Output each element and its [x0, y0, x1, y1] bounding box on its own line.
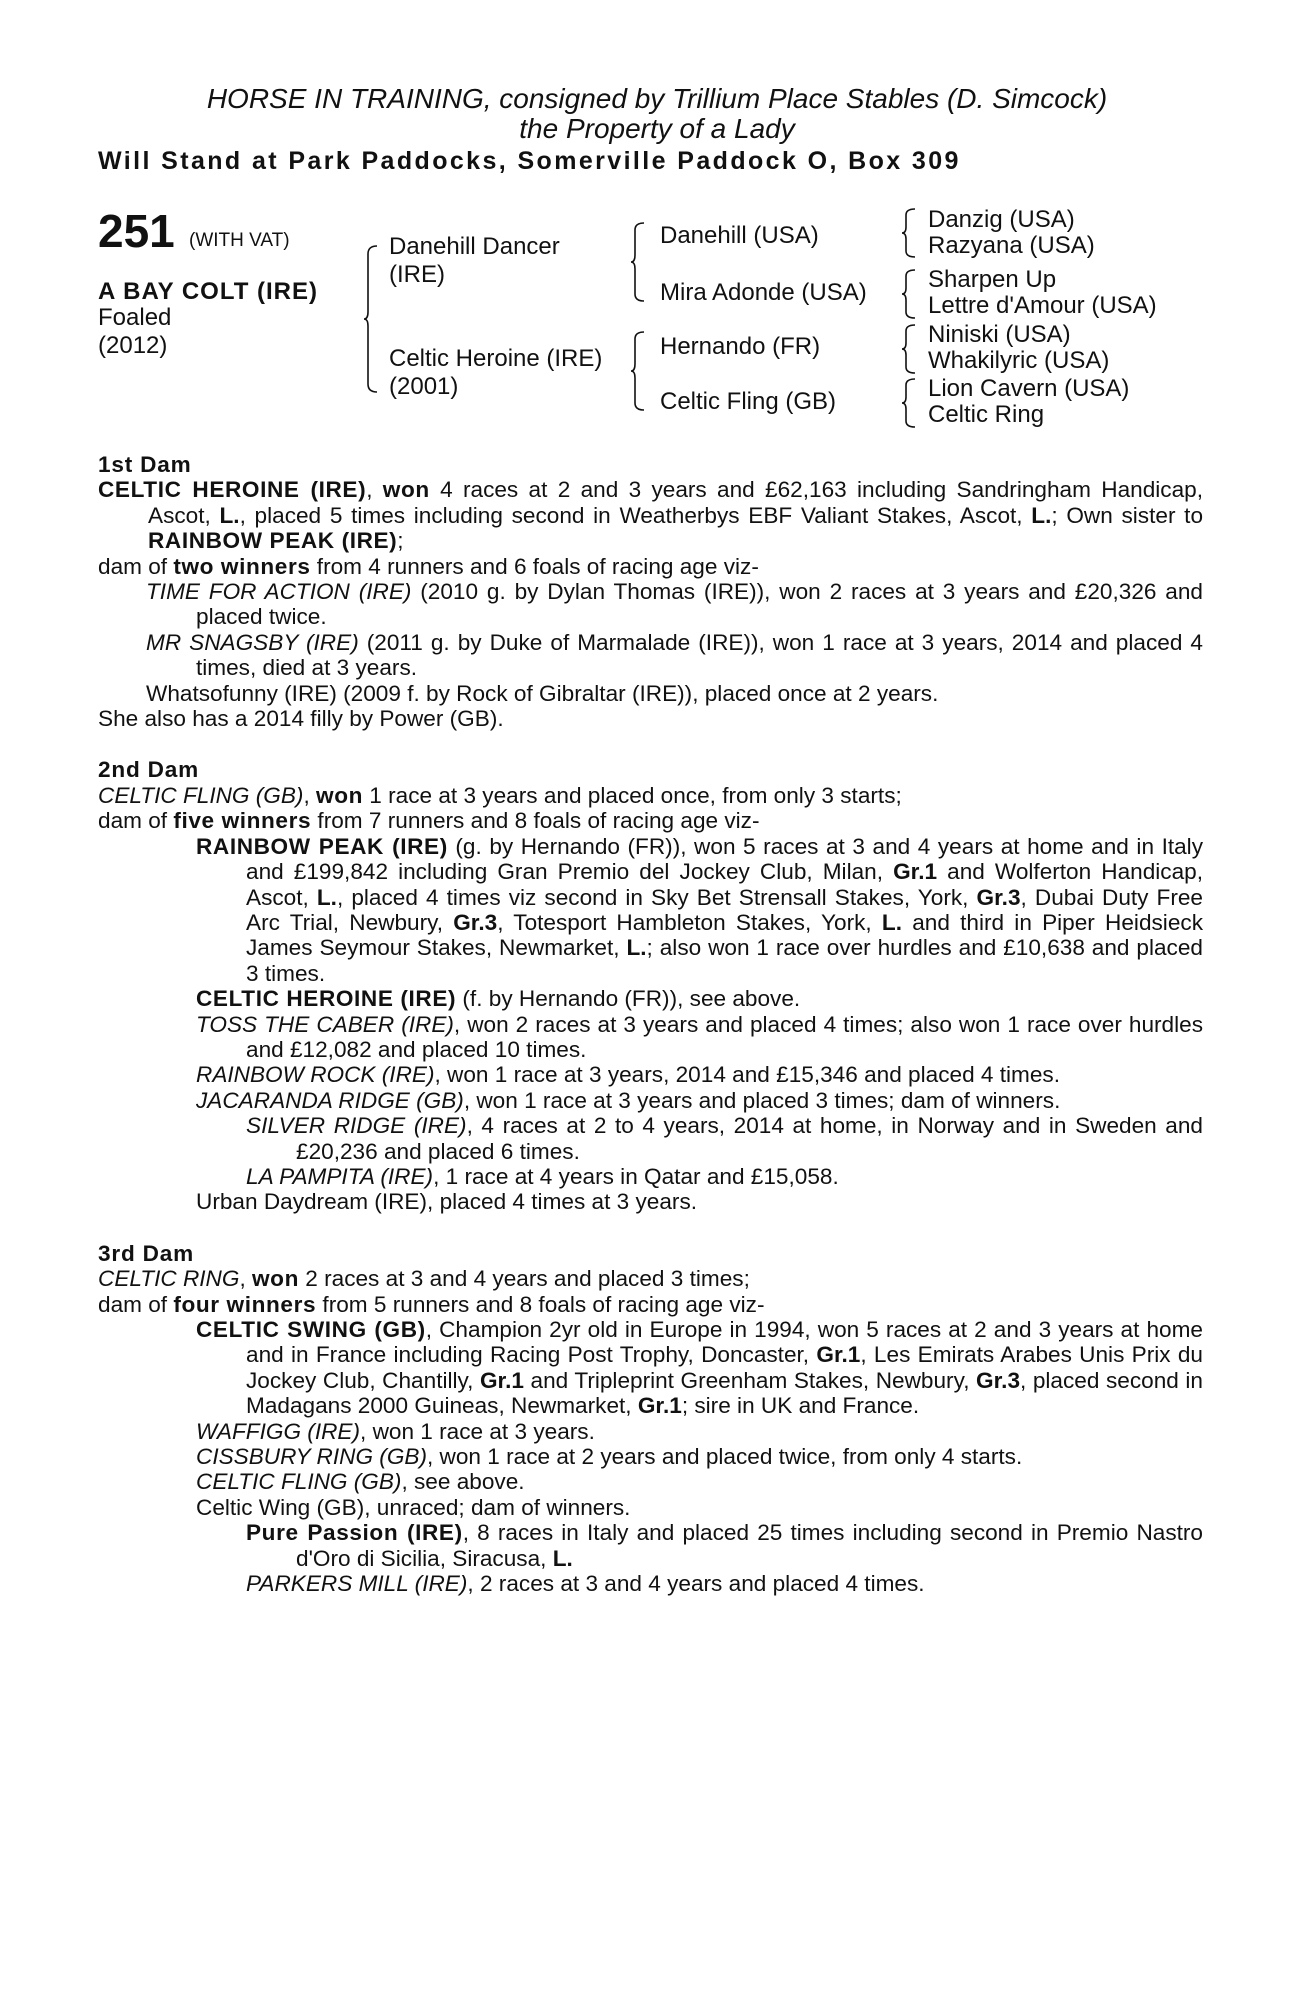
- foaled-year: (2012): [98, 332, 168, 359]
- sire-country: (IRE): [389, 261, 445, 288]
- horse-description: A BAY COLT (IRE): [98, 278, 319, 305]
- pedigree-bracket-g4: [901, 377, 917, 429]
- grand-2: Razyana (USA): [928, 232, 1095, 259]
- second-dam-offspring-1: RAINBOW PEAK (IRE) (g. by Hernando (FR)), won 5 races at 3 and 4 years at home and in Italy and £199,842 including Gran Premio del Jockey Club, Milan, Gr.1 and Wolferton Handicap, Ascot, L., placed 4 times viz second in Sky Bet Strensall Stakes, York, Gr.3, Dubai Duty Free Arc Trial, Newbury, Gr.3, Totesport Hambleton Stakes, York, L. and third in Piper Heidsieck James Seymour Stakes, Newmarket, L.; also won 1 race over hurdles and £10,638 and placed 3 times.: [196, 833, 1204, 986]
- stabling-line: Will Stand at Park Paddocks, Somerville Paddock O, Box 309: [98, 147, 961, 175]
- pedigree-bracket-main: [363, 244, 379, 394]
- second-dam-produce-line: dam of five winners from 7 runners and 8 foals of racing age viz-: [98, 808, 760, 834]
- third-dam-offspring-3: CISSBURY RING (GB), won 1 race at 2 years and placed twice, from only 4 starts.: [196, 1444, 1023, 1470]
- first-dam-offspring-1: TIME FOR ACTION (IRE) (2010 g. by Dylan Thomas (IRE)), won 2 races at 3 years and £20,326 and placed twice.: [146, 579, 1203, 630]
- lot-number: 251: [98, 205, 175, 257]
- second-dam-offspring-2: CELTIC HEROINE (IRE) (f. by Hernando (FR)), see above.: [196, 986, 801, 1012]
- dam-name: Celtic Heroine (IRE): [389, 345, 603, 372]
- second-dam-offspring-6: Urban Daydream (IRE), placed 4 times at 3 years.: [196, 1189, 698, 1215]
- second-dam-summary: CELTIC FLING (GB), won 1 race at 3 years and placed once, from only 3 starts;: [98, 782, 902, 808]
- third-dam-heading: 3rd Dam: [98, 1240, 195, 1266]
- pedigree-bracket-g2: [901, 268, 917, 320]
- pedigree-bracket-g1: [901, 207, 917, 259]
- dam-dam: Celtic Fling (GB): [660, 388, 837, 415]
- second-dam-offspring-3: TOSS THE CABER (IRE), won 2 races at 3 years and placed 4 times; also won 1 race over hurdles and £12,082 and placed 10 times.: [196, 1011, 1204, 1062]
- third-dam-offspring-2: WAFFIGG (IRE), won 1 race at 3 years.: [196, 1418, 595, 1444]
- third-dam-summary: CELTIC RING, won 2 races at 3 and 4 years and placed 3 times;: [98, 1266, 750, 1292]
- dam-year: (2001): [389, 373, 459, 400]
- grand-1: Danzig (USA): [928, 206, 1075, 233]
- pedigree-bracket-g3: [901, 323, 917, 375]
- second-dam-offspring-4: RAINBOW ROCK (IRE), won 1 race at 3 years, 2014 and £15,346 and placed 4 times.: [196, 1062, 1061, 1088]
- sire-name: Danehill Dancer: [389, 233, 560, 260]
- foaled-label: Foaled: [98, 304, 172, 331]
- third-dam-grandoffspring-1: Pure Passion (IRE), 8 races in Italy and placed 25 times including second in Premio Nastro d'Oro di Sicilia, Siracusa, L.: [246, 1520, 1203, 1571]
- third-dam-grandoffspring-2: PARKERS MILL (IRE), 2 races at 3 and 4 years and placed 4 times.: [246, 1571, 925, 1597]
- grand-7: Lion Cavern (USA): [928, 375, 1130, 402]
- third-dam-offspring-4: CELTIC FLING (GB), see above.: [196, 1469, 525, 1495]
- grand-4: Lettre d'Amour (USA): [928, 292, 1157, 319]
- vat-note: (WITH VAT): [189, 230, 290, 251]
- dam-name-bold: CELTIC HEROINE (IRE): [98, 477, 367, 503]
- first-dam-offspring-2: MR SNAGSBY (IRE) (2011 g. by Duke of Marmalade (IRE)), won 1 race at 3 years, 2014 and placed 4 times, died at 3 years.: [146, 629, 1203, 681]
- grand-6: Whakilyric (USA): [928, 347, 1110, 374]
- grand-8: Celtic Ring: [928, 401, 1045, 428]
- grand-3: Sharpen Up: [928, 266, 1057, 293]
- third-dam-produce-line: dam of four winners from 5 runners and 8 foals of racing age viz-: [98, 1291, 765, 1317]
- second-dam-offspring-5: JACARANDA RIDGE (GB), won 1 race at 3 years and placed 3 times; dam of winners.: [196, 1087, 1061, 1113]
- pedigree-bracket-sire: [630, 221, 646, 303]
- first-dam-heading: 1st Dam: [98, 452, 192, 477]
- sire-dam: Mira Adonde (USA): [660, 279, 867, 306]
- consignor-line: HORSE IN TRAINING, consigned by Trillium Place Stables (D. Simcock): [206, 83, 1108, 114]
- third-dam-offspring-5: Celtic Wing (GB), unraced; dam of winners.: [196, 1494, 631, 1520]
- produce-record: [98, 452, 1203, 1596]
- first-dam-produce-line: dam of two winners from 4 runners and 6 foals of racing age viz-: [98, 553, 759, 579]
- second-dam-grandoffspring-2: LA PAMPITA (IRE), 1 race at 4 years in Qatar and £15,058.: [246, 1163, 839, 1189]
- grand-5: Niniski (USA): [928, 321, 1071, 348]
- first-dam-offspring-3: Whatsofunny (IRE) (2009 f. by Rock of Gibraltar (IRE)), placed once at 2 years.: [146, 680, 939, 706]
- third-dam-offspring-1: CELTIC SWING (GB), Champion 2yr old in Europe in 1994, won 5 races at 2 and 3 years at home and in France including Racing Post Trophy, Doncaster, Gr.1, Les Emirats Arabes Unis Prix du Jockey Club, Chantilly, Gr.1 and Tripleprint Greenham Stakes, Newbury, Gr.3, placed second in Madagans 2000 Guineas, Newmarket, Gr.1; sire in UK and France.: [196, 1317, 1204, 1419]
- property-line: the Property of a Lady: [519, 113, 795, 144]
- won-bold: won: [382, 477, 430, 503]
- dam-sire: Hernando (FR): [660, 333, 821, 360]
- sire-sire: Danehill (USA): [660, 222, 819, 249]
- pedigree-bracket-dam: [630, 330, 646, 412]
- first-dam-summary: CELTIC HEROINE (IRE), won 4 races at 2 and 3 years and £62,163 including Sandringham Handicap, Ascot, L., placed 5 times including second in Weatherbys EBF Valiant Stakes, Ascot, L.; Own sister to RAINBOW PEAK (IRE);: [98, 477, 1204, 554]
- second-dam-grandoffspring-1: SILVER RIDGE (IRE), 4 races at 2 to 4 years, 2014 at home, in Norway and in Sweden and £20,236 and placed 6 times.: [246, 1113, 1203, 1164]
- first-dam-note: She also has a 2014 filly by Power (GB).: [98, 706, 504, 732]
- second-dam-heading: 2nd Dam: [98, 757, 200, 783]
